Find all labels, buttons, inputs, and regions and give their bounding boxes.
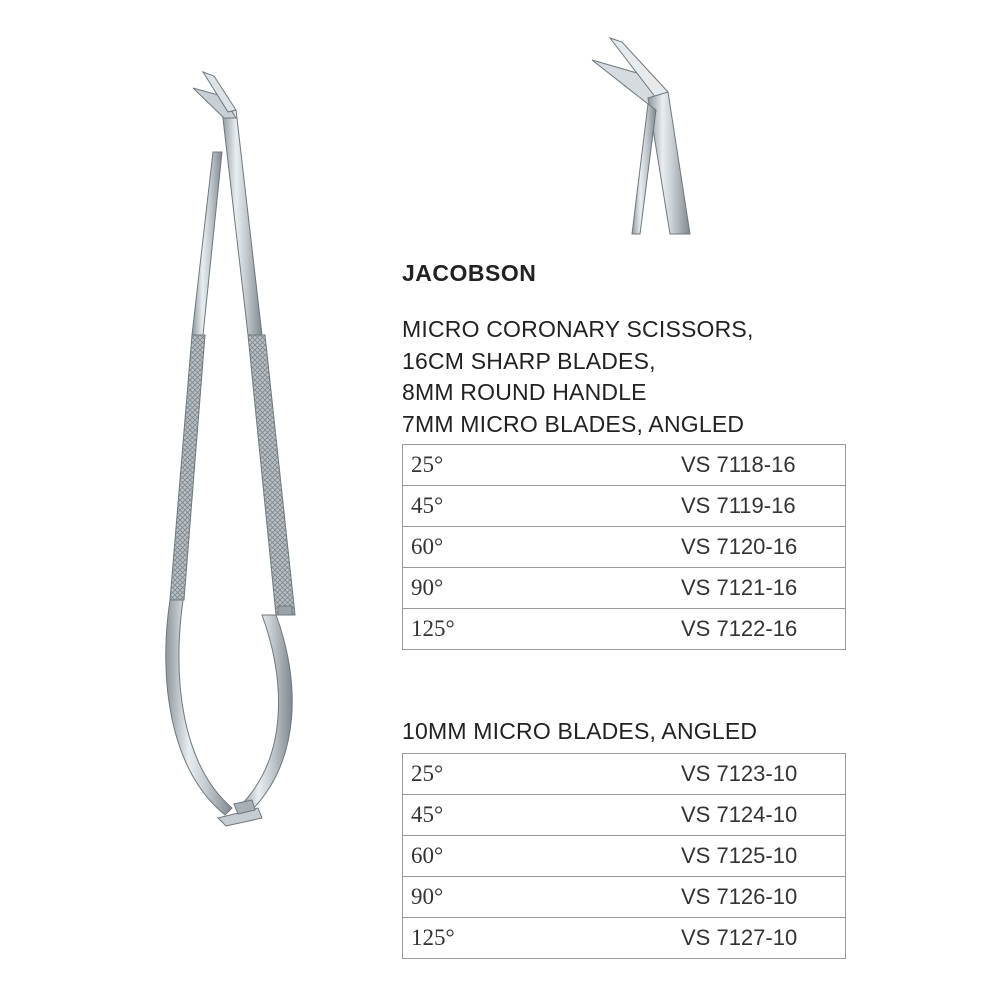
angle-cell: 90° (403, 877, 682, 918)
code-cell: VS 7126-10 (681, 877, 846, 918)
angle-cell: 45° (403, 795, 682, 836)
table-row (403, 795, 846, 836)
table-row (403, 486, 846, 527)
code-cell: VS 7127-10 (681, 918, 846, 959)
code-cell: VS 7122-16 (681, 609, 846, 650)
right-shaft (222, 110, 295, 812)
angle-cell: 60° (403, 836, 682, 877)
table-row (403, 527, 846, 568)
table-row (403, 918, 846, 959)
code-cell: VS 7119-16 (681, 486, 846, 527)
code-cell: VS 7123-10 (681, 754, 846, 795)
product-brand: JACOBSON (402, 260, 537, 286)
scissors-tip (193, 72, 236, 118)
angle-cell: 90° (403, 568, 682, 609)
table-row (403, 568, 846, 609)
section-heading-10mm: 10MM MICRO BLADES, ANGLED (402, 718, 758, 744)
table-row (403, 445, 846, 486)
angle-cell: 25° (403, 754, 682, 795)
code-cell: VS 7124-10 (681, 795, 846, 836)
angle-cell: 45° (403, 486, 682, 527)
code-cell: VS 7120-16 (681, 527, 846, 568)
description-line: 7MM MICRO BLADES, ANGLED (402, 410, 745, 437)
code-cell: VS 7121-16 (681, 568, 846, 609)
table-row (403, 836, 846, 877)
angle-cell: 25° (403, 445, 682, 486)
table-row (403, 877, 846, 918)
angle-cell: 125° (403, 918, 682, 959)
angle-cell: 125° (403, 609, 682, 650)
description-line: 8MM ROUND HANDLE (402, 379, 647, 405)
code-cell: VS 7118-16 (681, 445, 846, 486)
product-description (402, 314, 754, 440)
left-shaft (166, 152, 232, 815)
description-line: 16CM SHARP BLADES, (402, 347, 656, 374)
tip-detail (592, 38, 690, 234)
angle-cell: 60° (403, 527, 682, 568)
table-row (403, 609, 846, 650)
table-row (403, 754, 846, 795)
table-7mm-blades (402, 444, 846, 650)
code-cell: VS 7125-10 (681, 836, 846, 877)
table-10mm-blades (402, 753, 846, 959)
description-line: MICRO CORONARY SCISSORS, (402, 316, 754, 342)
